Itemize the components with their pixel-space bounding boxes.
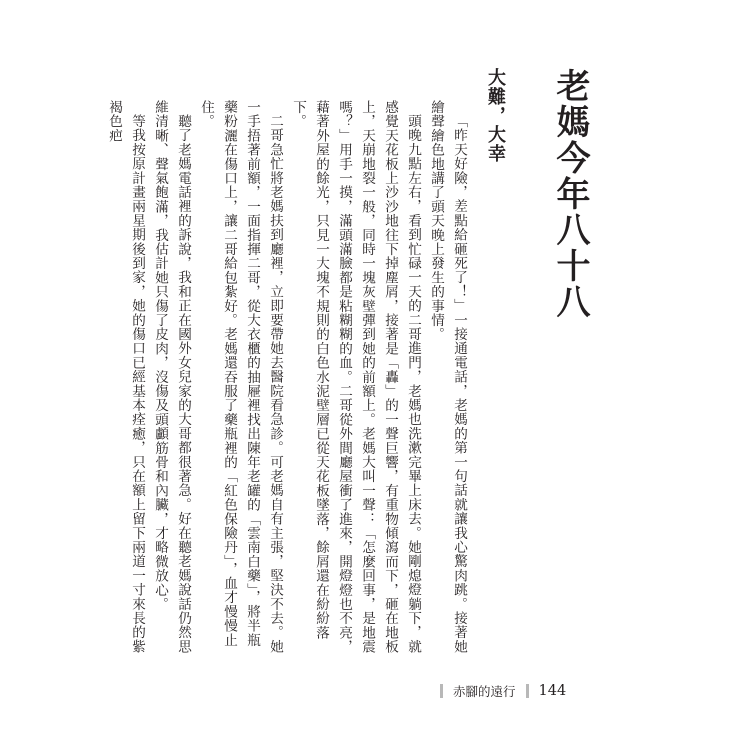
chapter-title: 老媽今年八十八	[550, 68, 590, 320]
running-book-title: 赤腳的遠行	[453, 684, 516, 699]
page-number: 144	[538, 683, 567, 699]
page-footer	[440, 682, 566, 700]
paragraph: 「昨天好險，差點給砸死了！」一接通電話，老媽的第一句話就讓我心驚肉跳。接著她繪聲繪色地講了頭天晚上發生的事情。	[428, 100, 467, 654]
paragraph: 二哥急忙將老媽扶到廳裡，立即要帶她去醫院看急診。可老媽自有主張，堅決不去。她一手捂著前額，一面指揮二哥，從大衣櫃的抽屜裡找出陳年老罐的「雲南白藥」，將半瓶藥粉灑在傷口上，讓二哥給包紮好。老媽還吞服了藥瓶裡的「紅色保險丹」，血才慢慢止住。	[198, 100, 283, 654]
footer-divider-right	[526, 684, 529, 698]
body-text	[106, 100, 470, 660]
paragraph: 聽了老媽電話裡的訴說，我和正在國外女兒家的大哥都很著急。好在聽老媽說話仍然思維清晰、聲氣飽滿，我估計她只傷了皮肉，沒傷及頭顱筋骨和內臟，才略微放心。	[152, 100, 191, 654]
chapter-subtitle: 大難，大幸	[485, 68, 506, 163]
paragraph: 等我按原計畫兩星期後到家，她的傷口已經基本痊癒，只在額上留下兩道一寸來長的紫褐色疤	[106, 100, 145, 654]
footer-divider-left	[440, 684, 443, 698]
paragraph: 頭晚九點左右，看到忙碌一天的二哥進門，老媽也洗漱完畢上床去。她剛熄燈躺下，就感覺天花板上沙沙地往下掉塵屑，接著是「轟」的一聲巨響，有重物傾瀉而下，砸在地板上，天崩地裂一般，同時一塊灰壁彈到她的前額上。老媽大叫一聲：「怎麼回事，是地震嗎？」用手一摸，滿頭滿臉都是粘糊糊的血。二哥從外間廳屋衝了進來，開燈燈也不亮，藉著外屋的餘光，只見一大塊不規則的白色水泥壁層已從天花板墜落，餘屑還在紛紛落下。	[290, 100, 421, 654]
